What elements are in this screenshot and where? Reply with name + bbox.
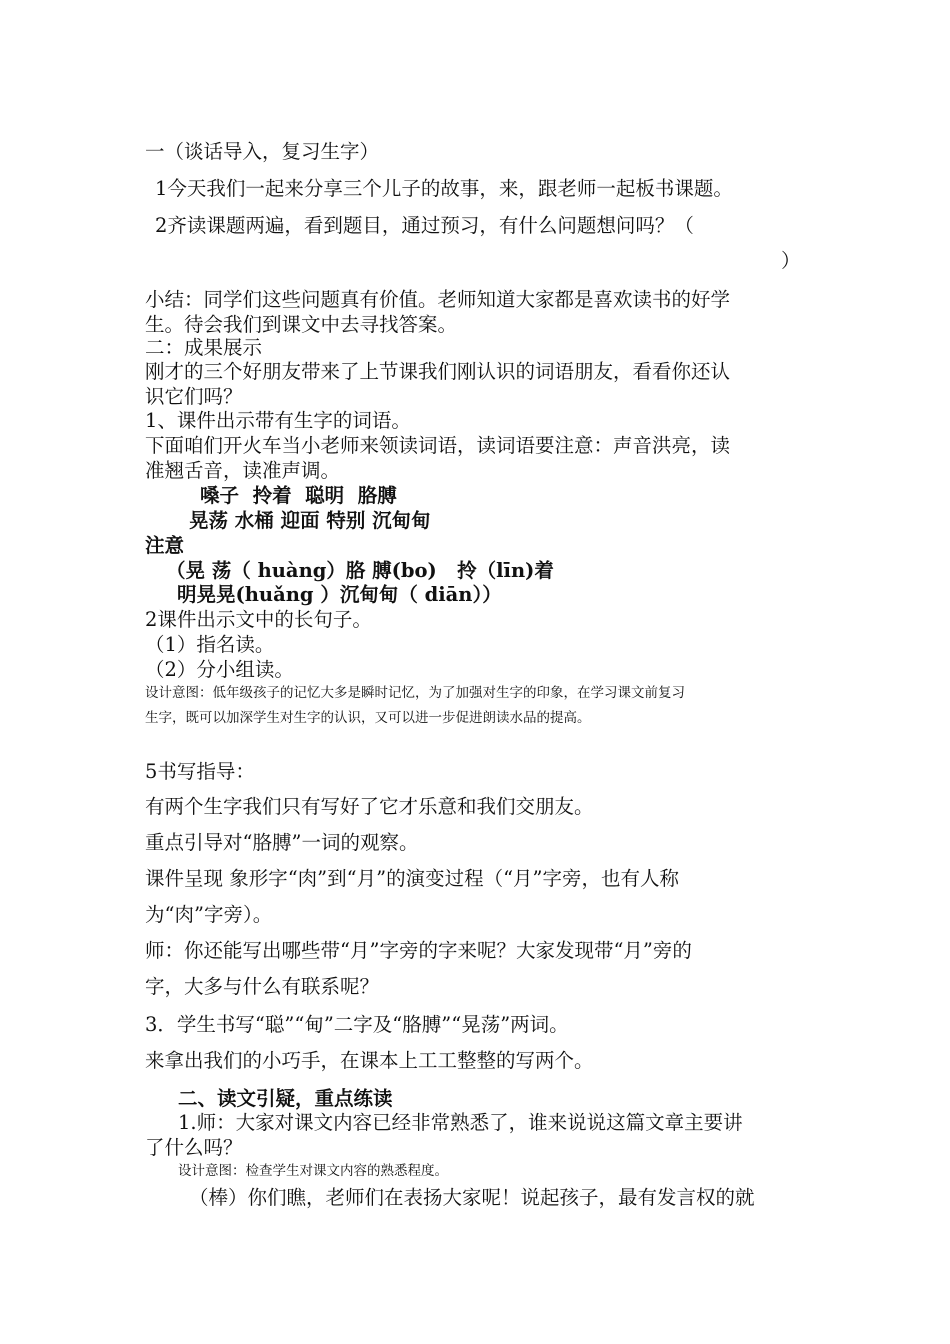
writing-para-5: 3．学生书写“聪”“甸”二字及“胳膊”“晃荡”两词。 (145, 1013, 569, 1036)
writing-para-2: 重点引导对“胳膊”一词的观察。 (145, 831, 419, 854)
reading-item-1-line-1: 1.师：大家对课文内容已经非常熟悉了，谁来说说这篇文章主要讲 (178, 1111, 743, 1134)
step-1: 1、课件出示带有生字的词语。 (145, 409, 411, 432)
step-2-item-b: （2）分小组读。 (145, 658, 294, 681)
summary-line-1: 小结：同学们这些问题真有价值。老师知道大家都是喜欢读书的好学 (145, 288, 731, 311)
step-2: 2课件出示文中的长句子。 (145, 608, 372, 631)
note-label: 注意 (145, 534, 185, 557)
review-item-2-close-paren: ） (781, 249, 801, 272)
writing-para-3-line-2: 为“肉”字旁）。 (145, 903, 273, 926)
writing-para-3-line-1: 课件呈现 象形字“肉”到“月”的演变过程（“月”字旁，也有人称 (145, 867, 680, 890)
section-heading-writing: 5书写指导： (145, 760, 255, 783)
summary-line-2: 生。待会我们到课文中去寻找答案。 (145, 313, 458, 336)
results-intro-line-1: 刚才的三个好朋友带来了上节课我们刚认识的词语朋友，看看你还认 (145, 360, 731, 383)
writing-para-4-line-1: 师：你还能写出哪些带“月”字旁的字来呢？大家发现带“月”旁的 (145, 939, 692, 962)
reading-item-1-line-2: 了什么吗？ (145, 1136, 243, 1159)
pronunciation-note-line-2: 明晃晃(huǎng ）沉甸甸（ diān）） (177, 583, 502, 606)
review-item-2: 2齐读课题两遍，看到题目，通过预习，有什么问题想问吗？（ (155, 214, 694, 237)
design-note-1-line-2: 生字，既可以加深学生对生字的认识，又可以进一步促进朗读水品的提高。 (145, 710, 591, 726)
section-heading-reading: 二、读文引疑，重点练读 (178, 1087, 393, 1110)
writing-para-6: 来拿出我们的小巧手，在课本上工工整整的写两个。 (145, 1049, 594, 1072)
section-heading-review: 一（谈话导入，复习生字） (145, 140, 380, 163)
step-1-desc-line-2: 准翘舌音，读准声调。 (145, 459, 341, 482)
results-intro-line-2: 识它们吗？ (145, 385, 243, 408)
pronunciation-note-line-1: （晃 荡（ huàng）胳 膊(bo) 拎（līn)着 (166, 559, 554, 582)
step-2-item-a: （1）指名读。 (145, 633, 275, 656)
vocab-words-row-2: 晃荡 水桶 迎面 特别 沉甸甸 (189, 509, 431, 532)
writing-para-1: 有两个生字我们只有写好了它才乐意和我们交朋友。 (145, 795, 594, 818)
step-1-desc-line-1: 下面咱们开火车当小老师来领读词语，读词语要注意：声音洪亮，读 (145, 434, 731, 457)
section-heading-results: 二：成果展示 (145, 336, 263, 359)
vocab-words-row-1: 嗓子 拎着 聪明 胳膊 (200, 484, 397, 507)
reading-last-line: （棒）你们瞧，老师们在表扬大家呢！说起孩子，最有发言权的就 (189, 1186, 755, 1209)
design-note-2: 设计意图：检查学生对课文内容的熟悉程度。 (178, 1163, 448, 1179)
writing-para-4-line-2: 字，大多与什么有联系呢？ (145, 975, 380, 998)
design-note-1-line-1: 设计意图：低年级孩子的记忆大多是瞬时记忆，为了加强对生字的印象，在学习课文前复习 (145, 685, 685, 701)
review-item-1: 1今天我们一起来分享三个儿子的故事，来，跟老师一起板书课题。 (155, 177, 733, 200)
